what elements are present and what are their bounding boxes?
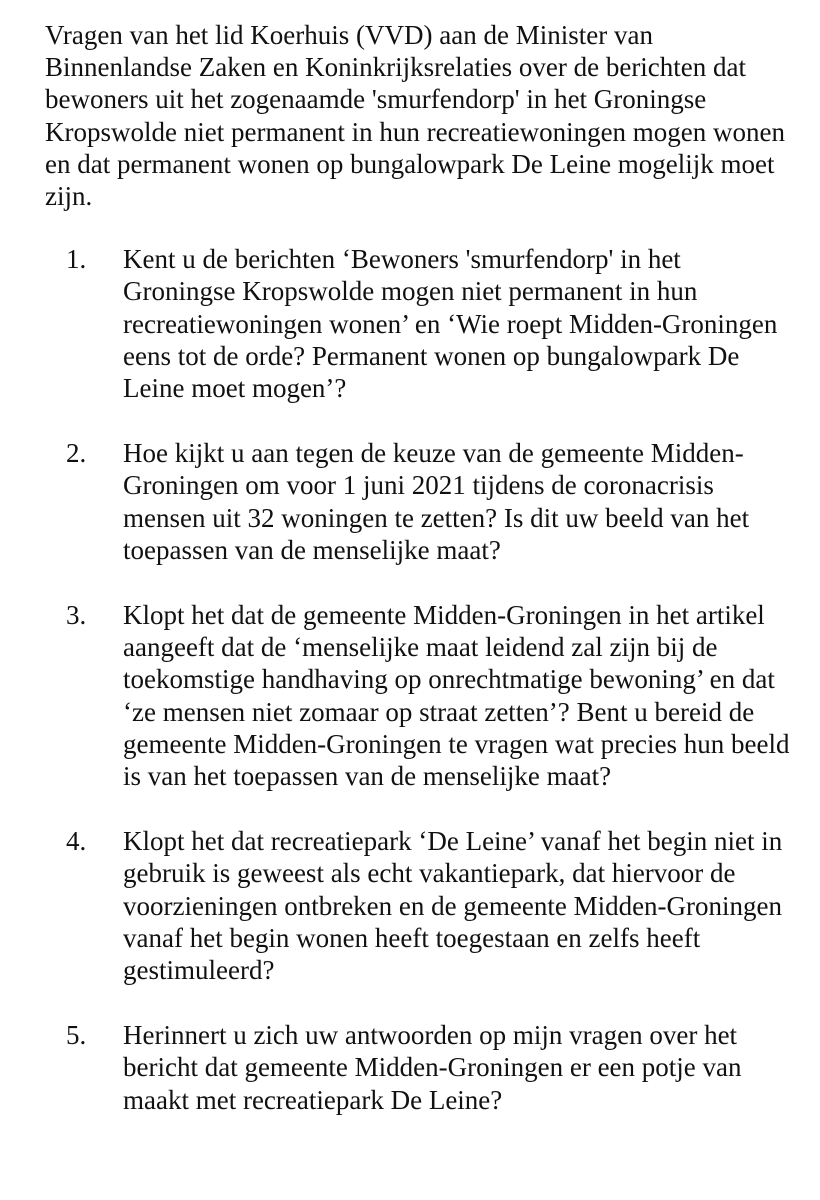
question-item	[66, 825, 798, 986]
question-text: Klopt het dat recreatiepark ‘De Leine’ vanaf het begin niet in gebruik is geweest als echt vakantiepark, dat hiervoor de voorzieningen ontbreken en de gemeente Midden-Groningen vanaf het begin wonen heeft toegestaan en zelfs heeft gestimuleerd?	[123, 826, 783, 986]
question-number: 4.	[66, 826, 87, 857]
question-item	[66, 437, 798, 566]
question-number: 1.	[66, 244, 87, 275]
question-list	[45, 243, 798, 1116]
question-item	[66, 243, 798, 404]
question-item	[66, 1019, 798, 1116]
question-item	[66, 599, 798, 792]
question-text: Klopt het dat de gemeente Midden-Groningen in het artikel aangeeft dat de ‘menselijke maat leidend zal zijn bij de toekomstige handhaving op onrechtmatige bewoning’ en dat ‘ze mensen niet zomaar op straat zetten’? Bent u bereid de gemeente Midden-Groningen te vragen wat precies hun beeld is van het toepassen van de menselijke maat?	[123, 600, 790, 792]
question-number: 3.	[66, 600, 87, 631]
question-text: Kent u de berichten ‘Bewoners 'smurfendorp' in het Groningse Kropswolde mogen niet permanent in hun recreatiewoningen wonen’ en ‘Wie roept Midden-Groningen eens tot de orde? Permanent wonen op bungalowpark De Leine moet mogen’?	[123, 244, 778, 404]
question-text: Hoe kijkt u aan tegen de keuze van de gemeente Midden-Groningen om voor 1 juni 2021 tijdens de coronacrisis mensen uit 32 woningen te zetten? Is dit uw beeld van het toepassen van de menselijke maat?	[123, 438, 750, 565]
intro-paragraph: Vragen van het lid Koerhuis (VVD) aan de Minister van Binnenlandse Zaken en Koninkrijksrelaties over de berichten dat bewoners uit het zogenaamde 'smurfendorp' in het Groningse Kropswolde niet permanent in hun recreatiewoningen mogen wonen en dat permanent wonen op bungalowpark De Leine mogelijk moet zijn.	[45, 20, 786, 212]
question-number: 2.	[66, 438, 87, 469]
question-text: Herinnert u zich uw antwoorden op mijn vragen over het bericht dat gemeente Midden-Groningen er een potje van maakt met recreatiepark De Leine?	[123, 1020, 742, 1115]
question-number: 5.	[66, 1020, 87, 1051]
